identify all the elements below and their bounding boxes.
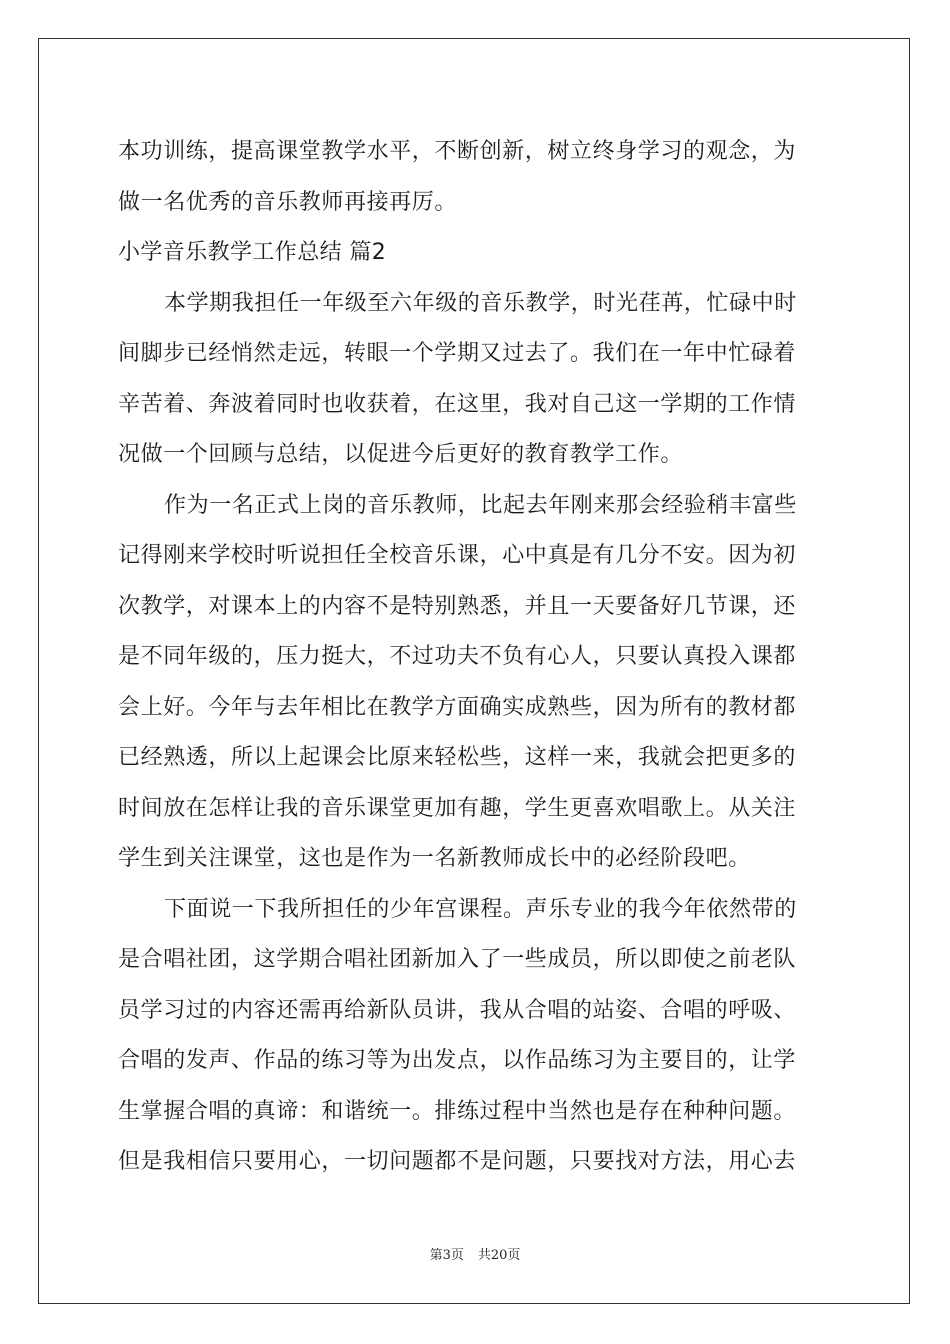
paragraph-3 — [118, 885, 834, 1188]
page-number-current: 第3页 — [429, 1248, 464, 1263]
text-line: 但是我相信只要用心，一切问题都不是问题，只要找对方法，用心去 — [118, 1149, 797, 1174]
text-line: 间脚步已经悄然走远，转眼一个学期又过去了。我们在一年中忙碌着 — [118, 341, 797, 366]
text-line: 时间放在怎样让我的音乐课堂更加有趣，学生更喜欢唱歌上。从关注 — [118, 795, 797, 821]
text-line: 本功训练，提高课堂教学水平，不断创新，树立终身学习的观念，为 — [118, 139, 797, 164]
text-line: 辛苦着、奔波着同时也收获着，在这里，我对自己这一学期的工作情 — [118, 391, 797, 417]
document-body — [118, 127, 834, 1188]
text-line: 合唱的发声、作品的练习等为出发点，以作品练习为主要目的，让学 — [118, 1048, 797, 1073]
text-line: 是合唱社团，这学期合唱社团新加入了一些成员，所以即使之前老队 — [118, 947, 797, 972]
text-line: 下面说一下我所担任的少年宫课程。声乐专业的我今年依然带的 — [164, 896, 797, 922]
paragraph-1 — [118, 279, 834, 481]
text-line: 已经熟透，所以上起课会比原来轻松些，这样一来，我就会把更多的 — [118, 745, 797, 770]
text-line: 次教学，对课本上的内容不是特别熟悉，并且一天要备好几节课，还 — [118, 593, 797, 619]
paragraph-2 — [118, 481, 834, 885]
paragraph-continuation — [118, 127, 834, 228]
section-heading: 小学音乐教学工作总结 篇2 — [118, 240, 387, 265]
text-line: 是不同年级的，压力挺大，不过功夫不负有心人，只要认真投入课都 — [118, 644, 797, 669]
text-line: 员学习过的内容还需再给新队员讲，我从合唱的站姿、合唱的呼吸、 — [118, 997, 797, 1023]
text-line: 记得刚来学校时听说担任全校音乐课，心中真是有几分不安。因为初 — [118, 543, 797, 568]
text-line: 学生到关注课堂，这也是作为一名新教师成长中的必经阶段吧。 — [118, 846, 751, 871]
text-line: 况做一个回顾与总结，以促进今后更好的教育教学工作。 — [118, 442, 684, 467]
text-line: 本学期我担任一年级至六年级的音乐教学，时光荏苒，忙碌中时 — [164, 290, 797, 316]
text-line: 会上好。今年与去年相比在教学方面确实成熟些，因为所有的教材都 — [118, 694, 797, 720]
text-line: 做一名优秀的音乐教师再接再厉。 — [118, 189, 458, 215]
text-line: 生掌握合唱的真谛：和谐统一。排练过程中当然也是存在种种问题。 — [118, 1098, 797, 1124]
page-number-total: 共20页 — [477, 1248, 521, 1263]
page-footer — [0, 1244, 950, 1263]
text-line: 作为一名正式上岗的音乐教师，比起去年刚来那会经验稍丰富些 — [164, 492, 797, 518]
